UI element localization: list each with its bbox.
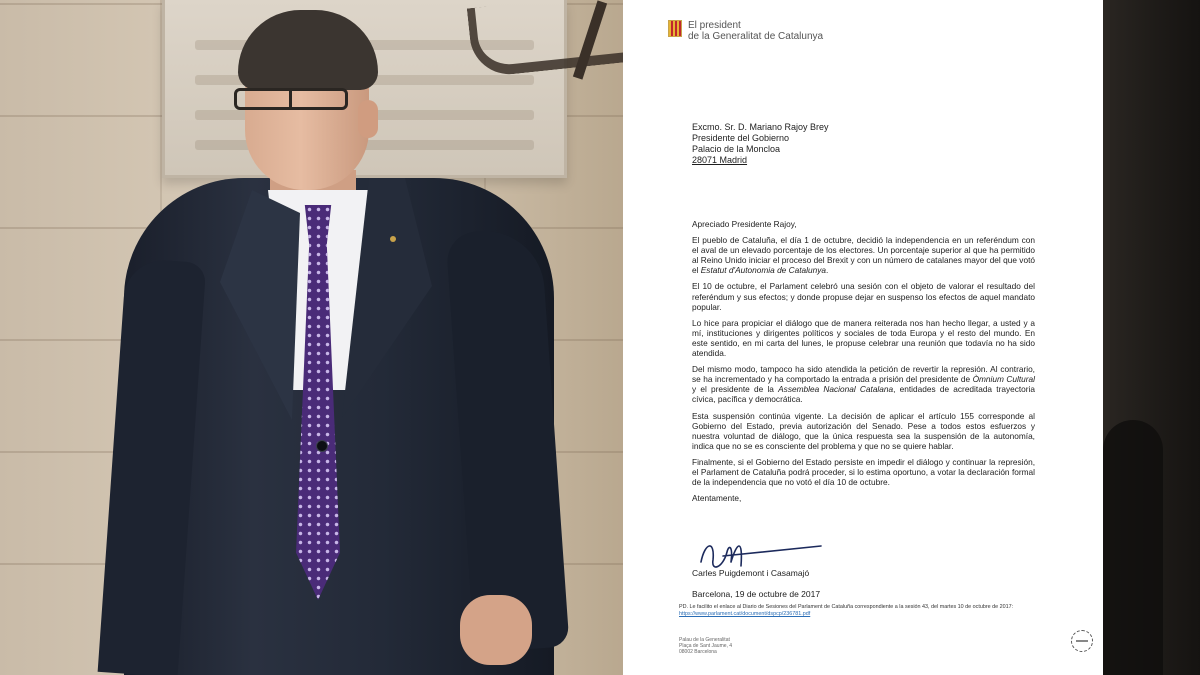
letterhead-line-1: El president [688, 20, 741, 31]
letter-body [692, 219, 1035, 503]
footer-line-2: Plaça de Sant Jaume, 4 [679, 642, 733, 649]
glasses-icon [234, 88, 348, 110]
background-figure [1103, 420, 1163, 675]
senyera-flag-icon [668, 20, 682, 37]
footer-line-3: 08002 Barcelona [679, 648, 717, 655]
address-line-4: 28071 Madrid [692, 155, 748, 165]
paragraph-5: Esta suspensión continúa vigente. La decisión de aplicar el artículo 155 corresponde al Gobierno del Estado, previa autorización del Senado. Pese a todos estos esfuerzos y nuestra voluntad de diálogo, que la única respuesta sea la suspensión de la autonomía, indica que no se es consciente del problema y que no se quiere hablar. [692, 410, 1035, 451]
session-diary-link[interactable]: https://www.parlament.cat/document/dspcp/236781.pdf [679, 611, 811, 617]
paragraph-2: El 10 de octubre, el Parlament celebró una sesión con el objeto de valorar el resultado del referéndum y sus efectos; y donde propuse dejar en suspenso los efectos de aquel mandato popular. [692, 281, 1035, 312]
signer-name: Carles Puigdemont i Casamajó [692, 568, 810, 578]
paragraph-3: Lo hice para propiciar el diálogo que de manera reiterada nos han hecho llegar, a usted y a mí, instituciones y dirigentes políticos y sociales de toda Europa y el resto del mundo. En este sentido, en mi carta del lunes, le propuse celebrar una reunión que todavía no ha sido atendida. [692, 317, 1035, 359]
background-dark-strip [1103, 0, 1200, 675]
address-line-3: Palacio de la Moncloa [692, 144, 781, 154]
postscript: PD. Le facilito el enlace al Diario de Sesiones del Parlament de Cataluña correspondiente a la sesión 43, del martes 10 de octubre de 2017: https://www.parlament.cat/document/dspcp/236781.pdf [679, 604, 1014, 617]
greeting: Apreciado Presidente Rajoy, [692, 219, 797, 229]
footer-line-1: Palau de la Generalitat [679, 637, 730, 643]
address-line-2: Presidente del Gobierno [692, 133, 790, 143]
letter-footer [679, 638, 732, 655]
letterhead [668, 20, 823, 42]
paragraph-4: Del mismo modo, tampoco ha sido atendida la petición de revertir la represión. Al contrario, se ha incrementado y ha comportado la entrada a prisión del presidente de Òmnium Cultural y el presidente de la Assemblea Nacional Catalana, entidades de acreditada trayectoria cívica, pacífica y democrática. [692, 364, 1035, 405]
stamp-seal-icon [1071, 630, 1093, 652]
letterhead-line-2: de la Generalitat de Catalunya [688, 31, 824, 42]
paragraph-6: Finalmente, si el Gobierno del Estado persiste en impedir el diálogo y continuar la represión, el Parlament de Cataluña podrá proceder, si lo estima oportuno, a votar la declaración formal de la independencia que no votó el día 10 de octubre. [692, 456, 1035, 488]
closing: Atentamente, [692, 493, 742, 504]
recipient-address [692, 122, 829, 166]
address-line-1: Excmo. Sr. D. Mariano Rajoy Brey [692, 122, 829, 132]
paragraph-1: El pueblo de Cataluña, el día 1 de octubre, decidió la independencia en un referéndum con el aval de un elevado porcentaje de los electores. Un porcentaje superior al que ha permitido al Reino Unido iniciar el proceso del Brexit y con un número de catalanes mayor del que votó el Estatut d'Autonomia de Catalunya. [692, 235, 1035, 276]
letter-document [623, 0, 1103, 675]
person-portrait [110, 0, 580, 675]
place-date: Barcelona, 19 de octubre de 2017 [692, 589, 821, 599]
